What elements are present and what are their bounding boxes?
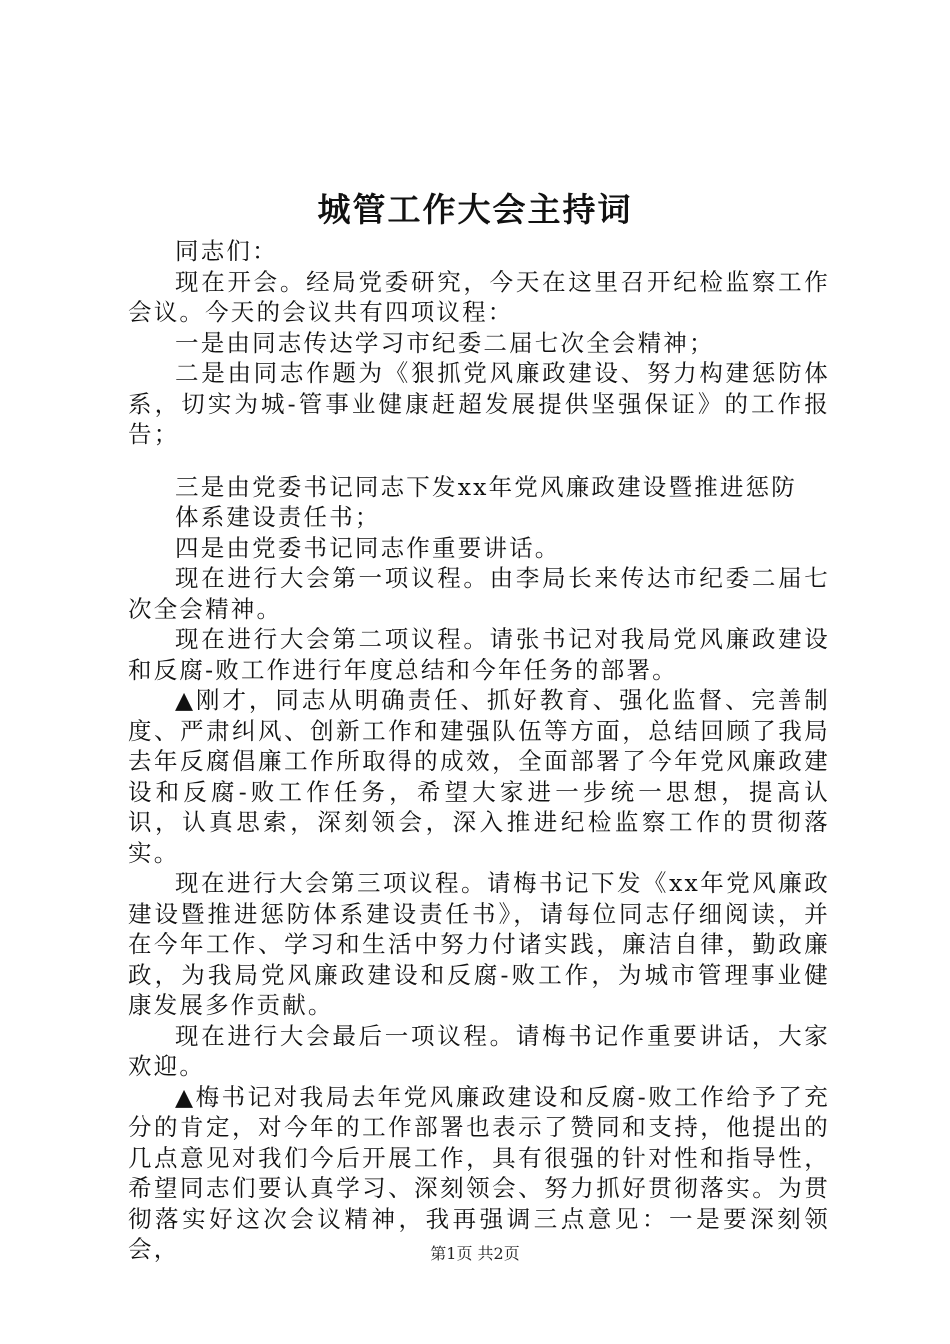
paragraph-agenda-item-4: 四是由党委书记同志作重要讲话。 <box>175 533 561 562</box>
page-footer: 第1页 共2页 <box>430 1244 520 1263</box>
paragraph-opening: 现在开会。经局党委研究，今天在这里召开纪检监察工作会议。今天的会议共有四项议程： <box>128 267 830 326</box>
paragraph-summary-2: ▲梅书记对我局去年党风廉政建设和反腐-败工作给予了充分的肯定，对今年的工作部署也表示了赞同和支持，他提出的几点意见对我们今后开展工作，具有很强的针对性和指导性，希望同志们要认真学习、深刻领会、努力抓好贯彻落实。为贯彻落实好这次会议精神，我再强调三点意见：一是要深刻领会， <box>128 1082 830 1263</box>
paragraph-agenda-item-3-continued: 体系建设责任书； <box>175 503 381 531</box>
paragraph-summary-1: ▲刚才，同志从明确责任、抓好教育、强化监督、完善制度、严肃纠风、创新工作和建强队伍等方面，总结回顾了我局去年反腐倡廉工作所取得的成效，全面部署了今年党风廉政建设和反腐-败工作任务，希望大家进一步统一思想，提高认识，认真思索，深刻领会，深入推进纪检监察工作的贯彻落实。 <box>128 686 830 867</box>
paragraph-agenda-item-1: 一是由同志传达学习市纪委二届七次全会精神； <box>175 328 715 357</box>
document-title: 城管工作大会主持词 <box>317 190 633 229</box>
paragraph-salutation: 同志们： <box>175 237 278 265</box>
paragraph-agenda-item-3: 三是由党委书记同志下发xx年党风廉政建设暨推进惩防 <box>175 472 798 501</box>
paragraph-last-agenda: 现在进行大会最后一项议程。请梅书记作重要讲话，大家欢迎。 <box>128 1021 830 1080</box>
paragraph-third-agenda: 现在进行大会第三项议程。请梅书记下发《xx年党风廉政建设暨推进惩防体系建设责任书》，请每位同志仔细阅读，并在今年工作、学习和生活中努力付诸实践，廉洁自律，勤政廉政，为我局党风廉政建设和反腐-败工作，为城市管理事业健康发展多作贡献。 <box>128 869 830 1019</box>
paragraph-first-agenda: 现在进行大会第一项议程。由李局长来传达市纪委二届七次全会精神。 <box>128 564 830 623</box>
paragraph-second-agenda: 现在进行大会第二项议程。请张书记对我局党风廉政建设和反腐-败工作进行年度总结和今年任务的部署。 <box>128 625 830 684</box>
document-body <box>128 236 830 1265</box>
paragraph-agenda-item-2: 二是由同志作题为《狠抓党风廉政建设、努力构建惩防体系，切实为城-管事业健康赶超发展提供坚强保证》的工作报告； <box>128 359 830 448</box>
